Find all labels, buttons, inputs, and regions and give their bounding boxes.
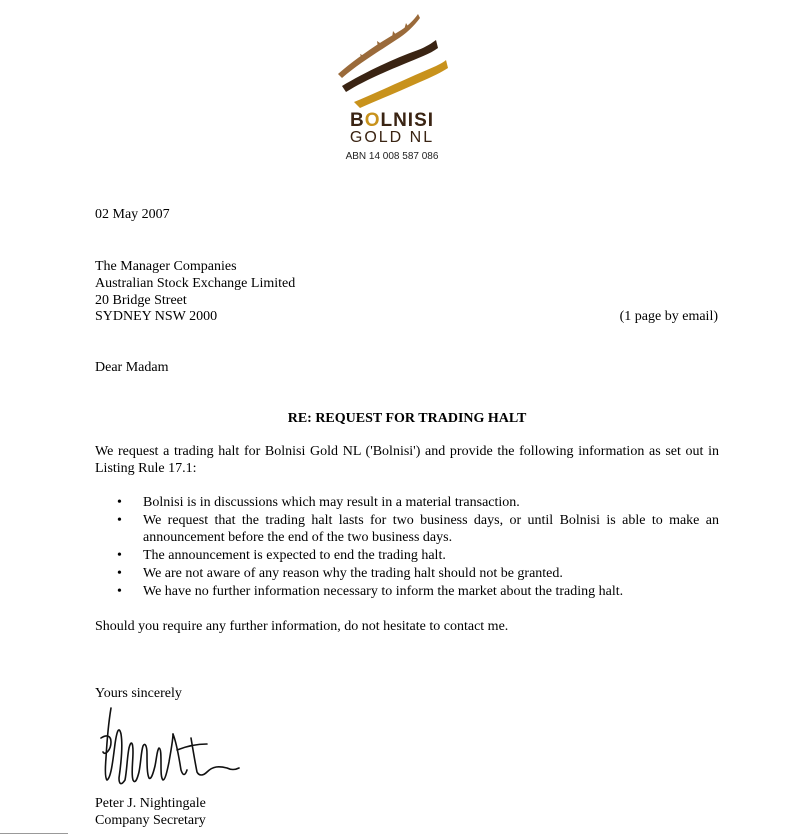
abn-number: ABN 14 008 587 086 — [345, 151, 439, 162]
list-item — [95, 494, 719, 511]
signatory-name: Peter J. Nightingale — [95, 796, 206, 811]
list-item-text: Bolnisi is in discussions which may result in a material transaction. — [143, 495, 520, 510]
recipient-line-1: The Manager Companies — [95, 259, 237, 274]
bullet-icon: • — [117, 513, 122, 528]
list-item-text: We have no further information necessary to inform the market about the trading halt. — [143, 584, 624, 599]
delivery-note: (1 page by email) — [619, 309, 718, 324]
list-item — [95, 547, 719, 564]
logo-stroke-gold — [354, 60, 448, 108]
intro-paragraph: We request a trading halt for Bolnisi Gold NL ('Bolnisi') and provide the following information as set out in Listing Rule 17.1: — [95, 444, 719, 476]
bullet-icon: • — [117, 495, 122, 510]
company-logo — [332, 8, 452, 162]
list-item — [95, 512, 719, 546]
logo-brushstrokes-icon — [332, 8, 452, 113]
logo-wordmark: BOLNISI — [349, 110, 435, 131]
bullet-icon: • — [117, 566, 122, 581]
signatory-title: Company Secretary — [95, 813, 206, 828]
bullet-icon: • — [117, 548, 122, 563]
recipient-line-2: Australian Stock Exchange Limited — [95, 276, 296, 291]
salutation: Dear Madam — [95, 360, 169, 375]
closing-paragraph: Should you require any further information, do not hesitate to contact me. — [95, 619, 509, 634]
list-item-text: We are not aware of any reason why the trading halt should not be granted. — [143, 566, 563, 581]
list-item-text: The announcement is expected to end the trading halt. — [143, 548, 446, 563]
letter-date: 02 May 2007 — [95, 207, 170, 222]
page-edge-rule — [0, 833, 68, 834]
list-item — [95, 583, 719, 600]
bullet-icon: • — [117, 584, 122, 599]
logo-subwordmark: GOLD NL — [349, 129, 435, 146]
sign-off: Yours sincerely — [95, 686, 182, 701]
recipient-line-4: SYDNEY NSW 2000 — [95, 309, 218, 324]
information-list — [95, 494, 719, 601]
subject-heading: RE: REQUEST FOR TRADING HALT — [287, 411, 527, 426]
recipient-line-3: 20 Bridge Street — [95, 293, 187, 308]
signature-icon — [97, 700, 242, 795]
signature-stroke — [105, 708, 173, 784]
list-item-text: We request that the trading halt lasts for two business days, or until Bolnisi is able to make an announcement before the end of the two business days. — [143, 513, 719, 545]
list-item — [95, 565, 719, 582]
